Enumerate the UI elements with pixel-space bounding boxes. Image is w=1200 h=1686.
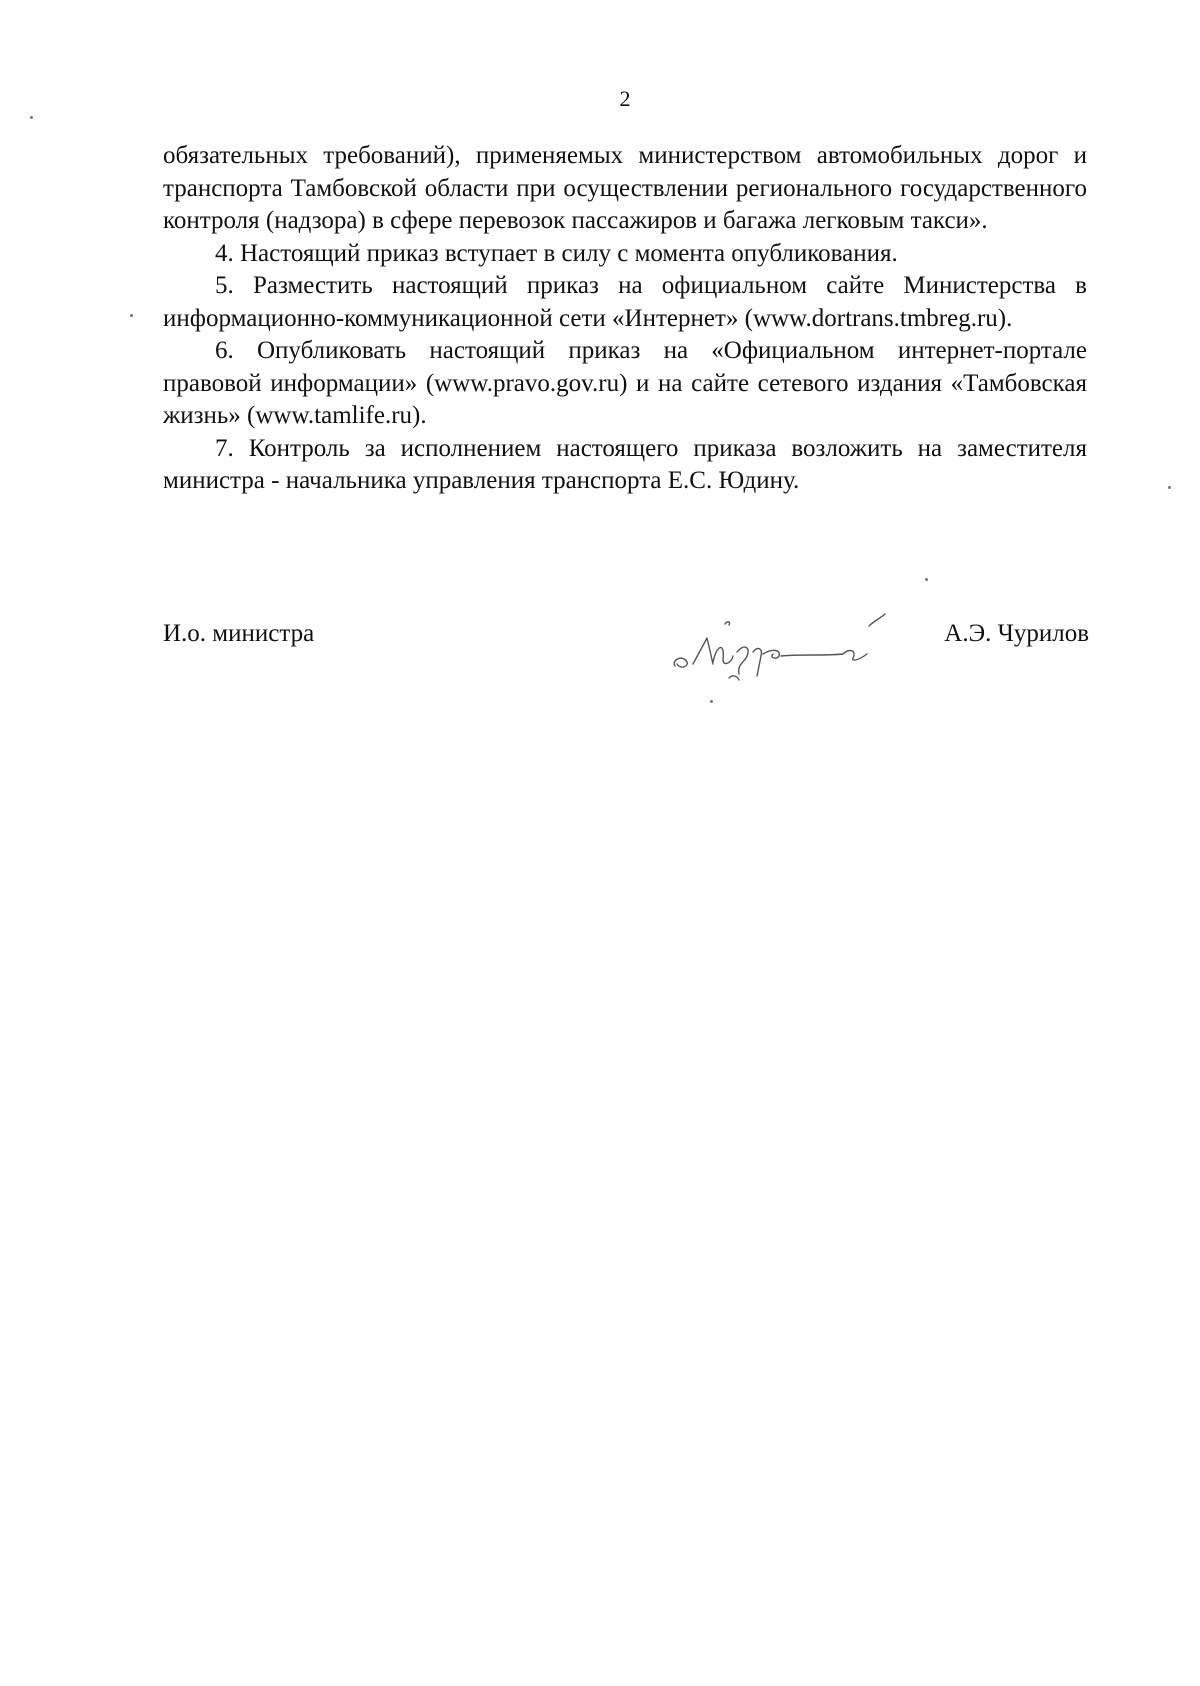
page-number: 2 xyxy=(619,86,631,111)
scan-speck xyxy=(1168,486,1171,489)
signatory-role: И.о. министра xyxy=(163,620,315,647)
scan-speck xyxy=(925,578,928,581)
paragraph-continuation: обязательных требований), применяемых министерством автомобильных дорог и транспорта Тамбовской области при осуществлении регионального государственного контроля (надзора) в сфере перевозок пассажиров и багажа легковым такси». xyxy=(163,142,1087,234)
handwritten-signature xyxy=(663,604,893,684)
paragraph-item-4: 4. Настоящий приказ вступает в силу с момента опубликования. xyxy=(215,239,898,267)
paragraph-item-6: 6. Опубликовать настоящий приказ на «Официальном интернет-портале правовой информации» (www.pravo.gov.ru) и на сайте сетевого издания «Тамбовская жизнь» (www.tamlife.ru). xyxy=(163,337,1087,429)
signature-block xyxy=(163,612,1089,672)
signatory-name: А.Э. Чурилов xyxy=(944,620,1089,647)
document-body xyxy=(163,140,1087,498)
scan-speck xyxy=(30,116,33,119)
paragraph-item-7: 7. Контроль за исполнением настоящего приказа возложить на заместителя министра - начальника управления транспорта Е.С. Юдину. xyxy=(163,434,1087,494)
paragraph-item-5: 5. Разместить настоящий приказ на официальном сайте Министерства в информационно-коммуникационной сети «Интернет» (www.dortrans.tmbreg.ru). xyxy=(163,272,1087,332)
scan-speck xyxy=(710,700,713,703)
scan-speck xyxy=(130,314,133,317)
